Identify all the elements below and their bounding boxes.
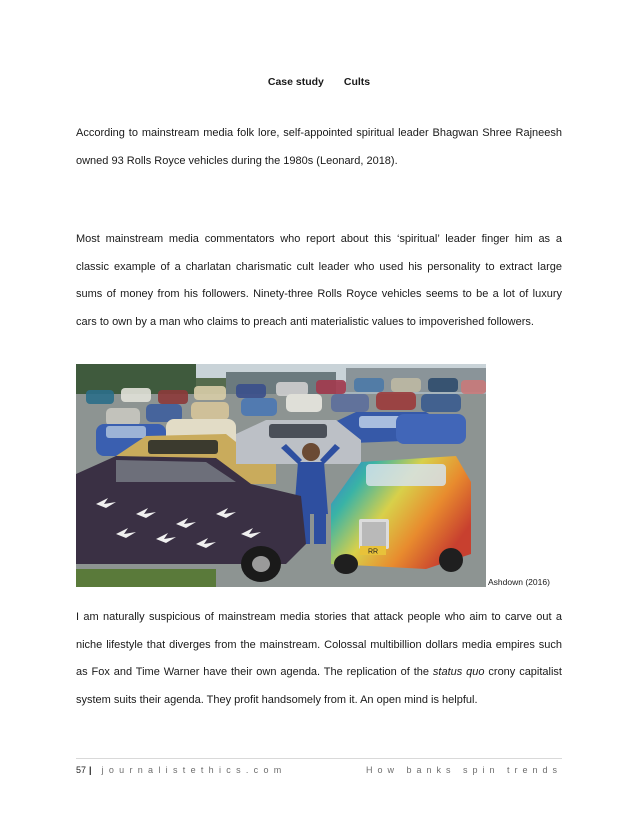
heading-topic: Cults [343, 76, 371, 88]
paragraph-commentators: Most mainstream media commentators who report about this ‘spiritual’ leader finger him as a classic example of a charlatan charismatic cult leader who used his personality to extract large sums of money from his followers. Ninety-three Rolls Royce vehicles seems to be a lot of luxury cars to own by a man who claims to preach anti materialistic values to impoverished followers. [76, 233, 562, 328]
license-plate: RR [367, 548, 379, 556]
page-footer [76, 765, 562, 775]
paragraph-suspicious-end: crony capitalist system suits their agenda. They profit handsomely from it. An open mind is helpful. [76, 666, 562, 706]
rolls-royce-photo [76, 364, 486, 587]
footer-separator: | [89, 765, 92, 775]
heading-label: Case study [267, 76, 324, 88]
page-heading [0, 76, 638, 88]
footer-tagline: How banks spin trends [365, 765, 562, 775]
paragraph-suspicious [76, 604, 562, 714]
image-caption: Ashdown (2016) [488, 577, 550, 587]
page-number: 57 [76, 765, 87, 775]
paragraph-intro: According to mainstream media folk lore, self-appointed spiritual leader Bhagwan Shree Rajneesh owned 93 Rolls Royce vehicles during the 1980s (Leonard, 2018). [76, 127, 562, 167]
footer-site: journalistethics.com [101, 765, 287, 775]
footer-divider [76, 758, 562, 759]
status-quo-emphasis: status quo [432, 666, 485, 678]
paragraph-suspicious-start: I am naturally suspicious of mainstream media stories that attack people who aim to carve out a niche lifestyle that diverges from the mainstream. Colossal multibillion dollars media empires such as Fox and Time Warner have their own agenda. The replication of the [76, 611, 562, 678]
